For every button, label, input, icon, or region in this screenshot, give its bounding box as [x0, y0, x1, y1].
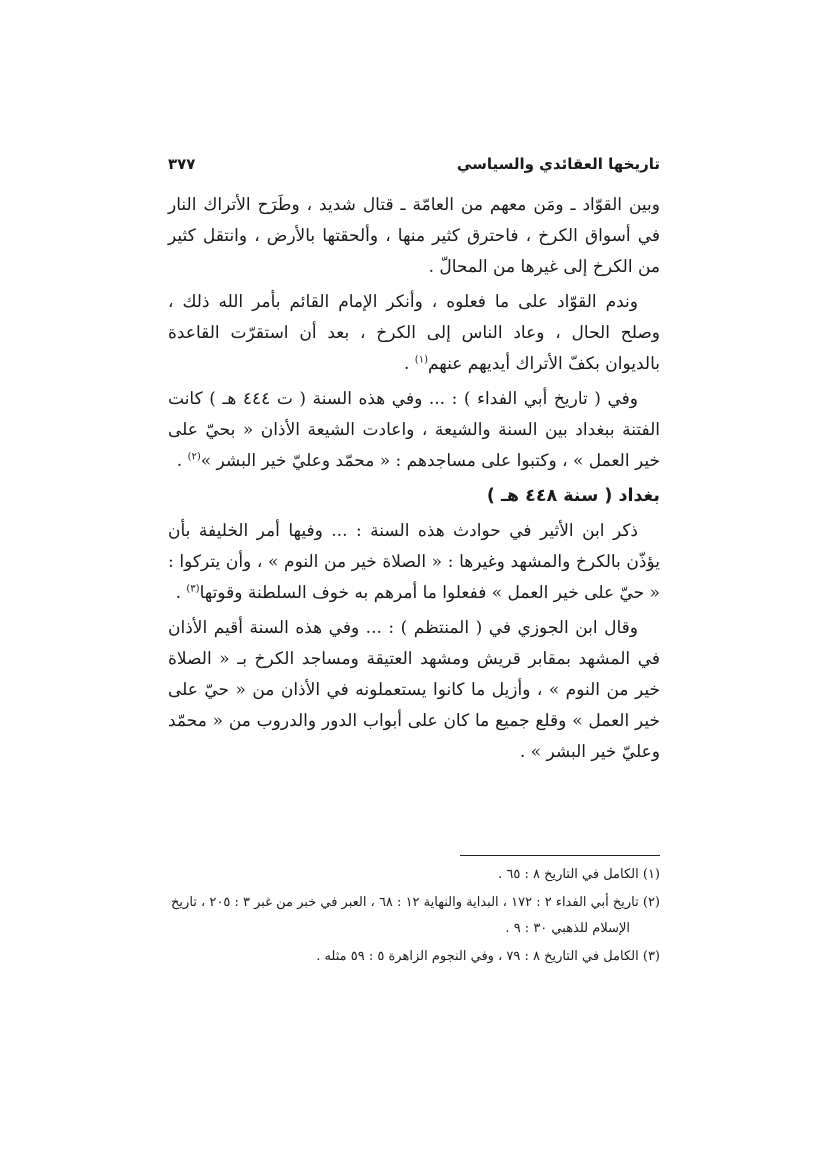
main-text [168, 190, 660, 772]
paragraph-text: وفي ( تاريخ أبي الفداء ) : ... وفي هذه السنة ( ت ٤٤٤ هـ ) كانت الفتنة ببغداد بين السنة والشيعة ، واعادت الشيعة الأذان « بحيّ على خير العمل » ، وكتبوا على مساجدهم : « محمّد وعليّ خير البشر » [168, 389, 660, 471]
footnote-ref[interactable]: (٢) [187, 451, 201, 463]
section-heading: بغداد ( سنة ٤٤٨ هـ ) [486, 486, 660, 506]
paragraph-text: ذكر ابن الأثير في حوادث هذه السنة : ... وفيها أمر الخليفة بأن يؤذّن بالكرخ والمشهد وغيرها : « الصلاة خير من النوم » ، وأن يتركوا : « حيّ على خير العمل » ففعلوا ما أمرهم به خوف السلطنة وقوتها [168, 521, 660, 603]
paragraph [168, 190, 660, 283]
paragraph-text: وبين القوّاد ـ ومَن معهم من العامّة ـ قتال شديد ، وطَرَح الأتراك النار في أسواق الكرخ ، فاحترق كثير منها ، وألحقتها بالأرض ، وانتقل كثير من الكرخ إلى غيرها من المحالّ . [168, 195, 660, 277]
footnote [168, 862, 660, 888]
page-header [168, 150, 660, 178]
running-title: تاريخها العقائدي والسياسي [456, 155, 660, 173]
paragraph-tail: . [403, 354, 415, 374]
paragraph [168, 384, 660, 477]
page-number: ٣٧٧ [168, 155, 196, 173]
footnote-text: (١) الكامل في التاريخ ٨ : ٦٥ . [498, 867, 660, 882]
footnote-continuation: الإسلام للذهبي ٣٠ : ٩ . [505, 921, 630, 936]
footnote-ref[interactable]: (٣) [186, 583, 200, 595]
paragraph-tail: . [176, 451, 188, 471]
footnote-text: (٢) تاريخ أبي الفداء ٢ : ١٧٢ ، البداية والنهاية ١٢ : ٦٨ ، العبر في خبر من غبر ٣ : ٢٠٥ ، تاريخ [171, 895, 660, 910]
footnote-divider [460, 855, 660, 856]
paragraph [168, 287, 660, 380]
paragraph-text: وندم القوّاد على ما فعلوه ، وأنكر الإمام القائم بأمر الله ذلك ، وصلح الحال ، وعاد الناس إلى الكرخ ، بعد أن استقرّت القاعدة بالديوان بكفّ الأتراك أيديهم عنهم [168, 292, 660, 374]
footnote [168, 890, 660, 942]
paragraph [168, 516, 660, 609]
paragraph-tail: . [175, 583, 187, 603]
paragraph [168, 613, 660, 768]
footnote-text: (٣) الكامل في التاريخ ٨ : ٧٩ ، وفي النجوم الزاهرة ٥ : ٥٩ مثله . [316, 949, 660, 964]
footnote-ref[interactable]: (١) [414, 354, 428, 366]
footnote [168, 944, 660, 970]
paragraph-text: وقال ابن الجوزي في ( المنتظم ) : ... وفي هذه السنة أقيم الأذان في المشهد بمقابر قريش ومشهد العتيقة ومساجد الكرخ بـ « الصلاة خير من النوم » ، وأزيل ما كانوا يستعملونه في الأذان من « حيّ على خير العمل » وقلع جميع ما كان على أبواب الدور والدروب من « محمّد وعليّ خير البشر » . [168, 618, 660, 762]
footnotes [168, 862, 660, 972]
